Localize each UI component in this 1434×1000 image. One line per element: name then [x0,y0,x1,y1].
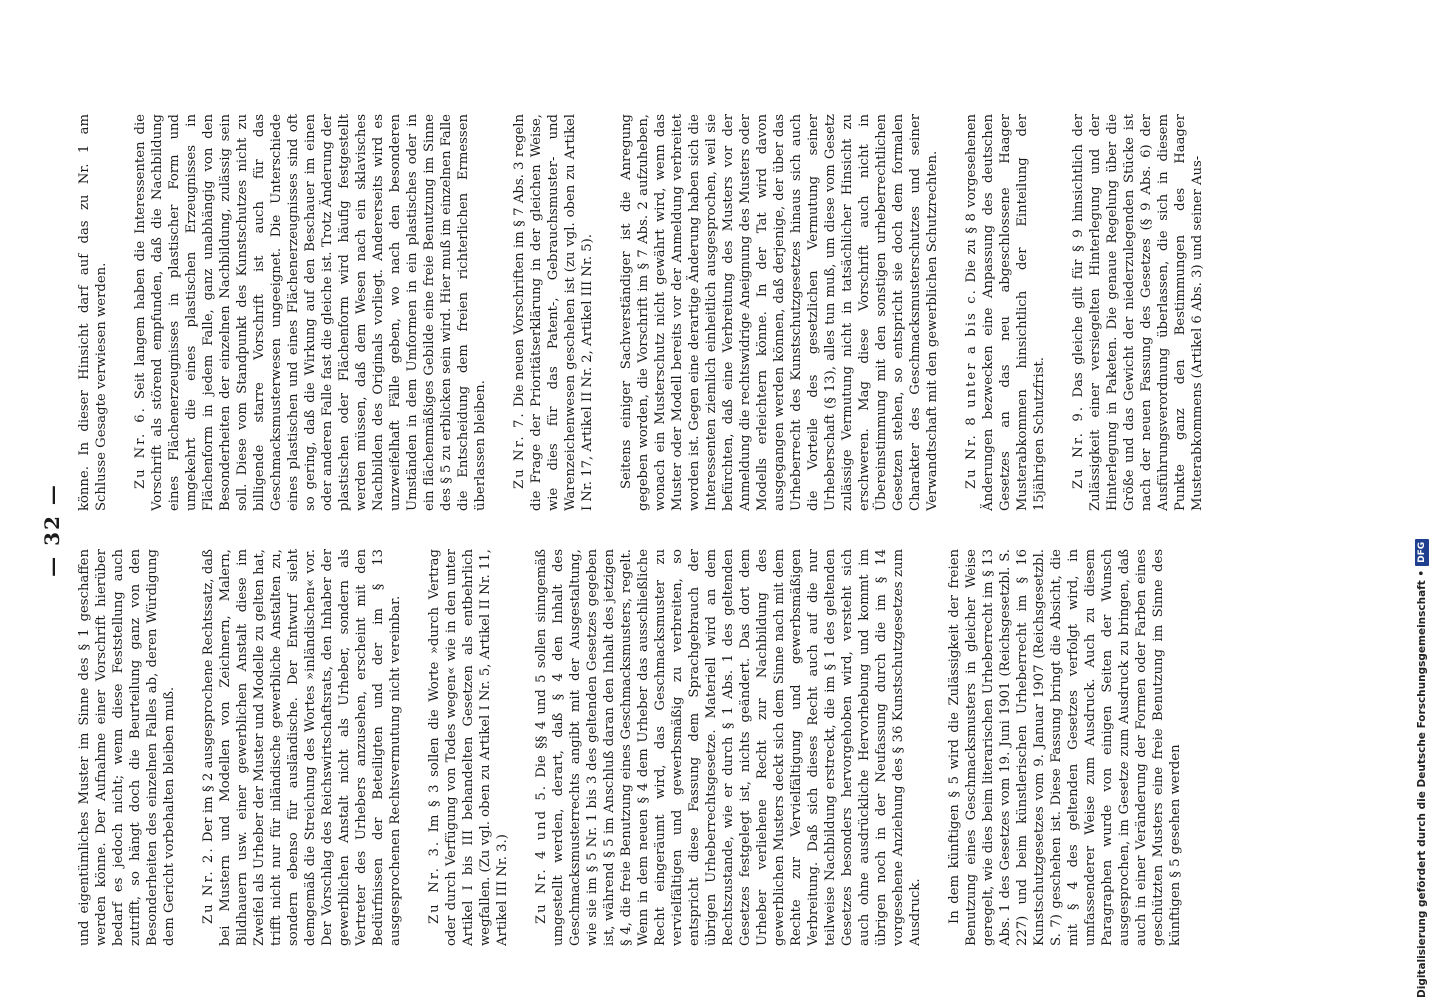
paragraph-text: Im § 3 sollen die Worte »durch Vertrag oder durch Verfügung von Todes wegen« wie in den unter Artikel I bis III behandelten Gesetzen als entbehrlich wegfallen. (Zu vgl. oben zu Artikel I Nr. 5, Artikel II Nr. 11, Artikel III Nr. 3.) [427,549,510,946]
paragraph [533,549,924,946]
rotated-sheet [40,100,1330,960]
paragraph-text: Die neuen Vorschriften im § 7 Abs. 3 regeln die Frage der Prioritätserklärung in der gleichen Weise, wie dies für das Patent-, Gebrauchsmuster- und Warenzeichenwesen geschehen ist (zu vgl. oben zu Artikel I Nr. 17, Artikel II Nr. 2, Artikel III Nr. 5). [512,114,595,511]
paragraph [963,114,1048,511]
dfg-credit-text: Digitalisierung gefördert durch die Deutsche Forschungsgemeinschaft • [1416,569,1428,998]
paragraph-lead: Zu Nr. 6. [133,406,148,489]
dfg-text-line [1413,8,1431,998]
paragraph [200,549,404,946]
paragraph-lead: Zu Nr. 9. [1071,405,1086,489]
paragraph-text: und eigentümliches Muster im Sinne des § 1 geschaffen werden könne. Der Aufnahme einer Vorschrift hierüber bedarf es jedoch nicht; wenn diese Feststellung auch zutrifft, so hängt doch die Beurteilung ganz von den Besonderheiten des einzelnen Falles ab, deren Würdigung dem Gericht vorbehalten bleiben muß. [77,549,177,946]
paragraph-lead: Zu Nr. 4 und 5. [534,784,549,924]
paragraph-text: Die §§ 4 und 5 sollen sinngemäß umgestellt werden, derart, daß § 4 den Inhalt des Geschmacksmusterrechts angibt mit der Ausgestaltung, wie sie im § 5 Nr. 1 bis 3 des geltenden Gesetzes gegeben ist, während § 5 im Anschluß daran den Inhalt des jetzigen § 4, die freie Benutzung eines Geschmacksmusters, regelt. Wenn in dem neuen § 4 dem Urheber das ausschließliche Recht eingeräumt wird, das Geschmacksmuster zu vervielfältigen und gewerbsmäßig zu verbreiten, so entspricht diese Fassung dem Sprachgebrauch der übrigen Urheberrechtsgesetze. Materiell wird an dem Rechtszustande, wie er durch § 1 Abs. 1 des geltenden Gesetzes festgelegt ist, nichts geändert. Das dort dem Urheber verliehene Recht zur Nachbildung des gewerblichen Musters deckt sich dem Sinne nach mit dem Rechte zur Vervielfältigung und gewerbsmäßigen Verbreitung. Daß sich dieses Recht auch auf die nur teilweise Nachbildung erstreckt, die im § 1 des geltenden Gesetzes besonders hervorgehoben wird, versteht sich auch ohne ausdrückliche Hervorhebung und kommt im übrigen noch in der Neufassung durch die im § 14 vorgesehene Anziehung des § 36 Kunstschutzgesetzes zum Ausdruck. [534,549,923,946]
page-number: — 32 — [40,483,64,577]
paragraph [76,549,178,946]
left-column [76,549,1322,946]
text-columns [76,114,1322,946]
paragraph [76,114,110,511]
paragraph-text: Das gleiche gilt für § 9 hinsichtlich der Zulässigkeit einer versiegelten Hinterlegung und der Hinterlegung in Paketen. Die genaue Regelung über die Größe und das Gewicht der niederzulegenden Stücke ist nach der neuen Fassung des Gesetzes (§ 9 Abs. 6) der Ausführungsverordnung überlassen, die sich in diesem Punkte ganz den Bestimmungen des Haager Musterabkommens (Artikel 6 Abs. 3) und seiner Aus- [1071,114,1205,511]
dfg-margin-note [1413,8,1431,998]
paragraph-text: Seit langem haben die Interessenten die Vorschrift als störend empfunden, daß die Nachbildung eines Flächenerzeugnisses in plastischer Form und umgekehrt die eines plastischen Erzeugnisses in Flächenform in jedem Falle, ganz unabhängig von den Besonderheiten der einzelnen Nachbildung, zulässig sein soll. Diese vom Standpunkt des Kunstschutzes nicht zu billigende starre Vorschrift ist auch für das Geschmacksmusterwesen ungeeignet. Die Unterschiede eines plastischen und eines Flächenerzeugnisses sind oft so gering, daß die Wirkung auf den Beschauer im einen oder anderen Falle fast die gleiche ist. Trotz Änderung der plastischen oder Flächenform wird häufig festgestellt werden müssen, daß dem Wesen nach ein sklavisches Nachbilden des Originals vorliegt. Andererseits wird es unzweifelhaft Fälle geben, wo nach den besonderen Umständen in dem Umformen in ein plastisches oder in ein flächenmäßiges Gebilde eine freie Benutzung im Sinne des § 5 zu erblicken sein wird. Hier muß im einzelnen Falle die Entscheidung dem freien richterlichen Ermessen überlassen bleiben. [133,114,488,511]
dfg-logo: DFG [1415,539,1429,566]
paragraph-text: Seitens einiger Sachverständiger ist die Anregung gegeben worden, die Vorschrift im § 7 Abs. 2 aufzuheben, wonach ein Musterschutz nicht gewährt wird, wenn das Muster oder Modell bereits vor der Anmeldung verbreitet worden ist. Gegen eine derartige Änderung haben sich die Interessenten ziemlich einheitlich ausgesprochen, weil sie befürchten, daß eine Verbreitung des Musters vor der Anmeldung die rechtswidrige Aneignung des Musters oder Modells erleichtern könne. In der Tat wird davon ausgegangen werden können, daß derjenige, der über das Urheberrecht des Kunstschutzgesetzes hinaus sich auch die Vorteile des gesetzlichen Vermutung seiner Urheberschaft (§ 13), alles tun muß, um diese vom Gesetz zulässige Vermutung nicht in tatsächlicher Hinsicht zu erschweren. Mag diese Vorschrift auch nicht in Übereinstimmung mit den sonstigen urheberrechtlichen Gesetzen stehen, so entspricht sie doch dem formalen Charakter des Geschmacksmusterschutzes und seiner Verwandtschaft mit den gewerblichen Schutzrechten. [619,114,940,511]
paragraph-lead: Zu Nr. 3. [427,839,442,924]
paragraph-lead: Zu Nr. 2. [201,846,216,924]
paragraph [132,114,489,511]
paragraph [1070,114,1206,511]
paragraph-text: Die zu § 8 vorgesehenen Änderungen bezwecken eine Anpassung des deutschen Gesetzes an das neu abgeschlossene Haager Musterabkommen hinsichtlich der Einteilung der 15jährigen Schutzfrist. [964,114,1047,511]
paragraph-text: könne. In dieser Hinsicht darf auf das zu Nr. 1 am Schlusse Gesagte verwiesen werden. [77,114,109,511]
paragraph [618,114,941,511]
paragraph-text: Der im § 2 ausgesprochene Rechtssatz, daß bei Mustern und Modellen von Zeichnern, Malern, Bildhauern usw. einer gewerblichen Anstalt diese im Zweifel als Urheber der Muster und Modelle zu gelten hat, trifft nicht nur für inländische gewerbliche Anstalten zu, sondern ebenso für ausländische. Der Entwurf sieht demgemäß die Streichung des Wortes »inländischen« vor. Der Vorschlag des Reichswirtschaftsrats, den Inhaber der gewerblichen Anstalt nicht als Urheber, sondern als Vertreter des Urhebers anzusehen, erscheint mit den Bedürfnissen der Beteiligten und der im § 13 ausgesprochenen Rechtsvermutung nicht vereinbar. [201,549,403,946]
paragraph [426,549,511,946]
paragraph [946,549,1184,946]
right-column [76,114,1322,511]
paragraph-text: In dem künftigen § 5 wird die Zulässigkeit der freien Benutzung eines Geschmacksmusters in gleicher Weise geregelt, wie dies beim literarischen Urheberrecht im § 13 Abs. 1 des Gesetzes vom 19. Juni 1901 (Reichsgesetzbl. S. 227) und beim künstlerischen Urheberrecht im § 16 Kunstschutzgesetzes vom 9. Januar 1907 (Reichsgesetzbl. S. 7) geschehen ist. Diese Fassung bringt die Absicht, die mit § 4 des geltenden Gesetzes verfolgt wird, in umfassenderer Weise zum Ausdruck. Auch zu diesem Paragraphen wurde von einigen Seiten der Wunsch ausgesprochen, im Gesetze zum Ausdruck zu bringen, daß auch in einer Veränderung der Formen oder Farben eines geschützten Musters eine freie Benutzung im Sinne des künftigen § 5 gesehen werden [947,549,1183,946]
paragraph-lead: Zu Nr. 7. [512,411,527,489]
paragraph-lead: Zu Nr. 8 unter a bis c. [964,288,979,489]
paragraph [511,114,596,511]
